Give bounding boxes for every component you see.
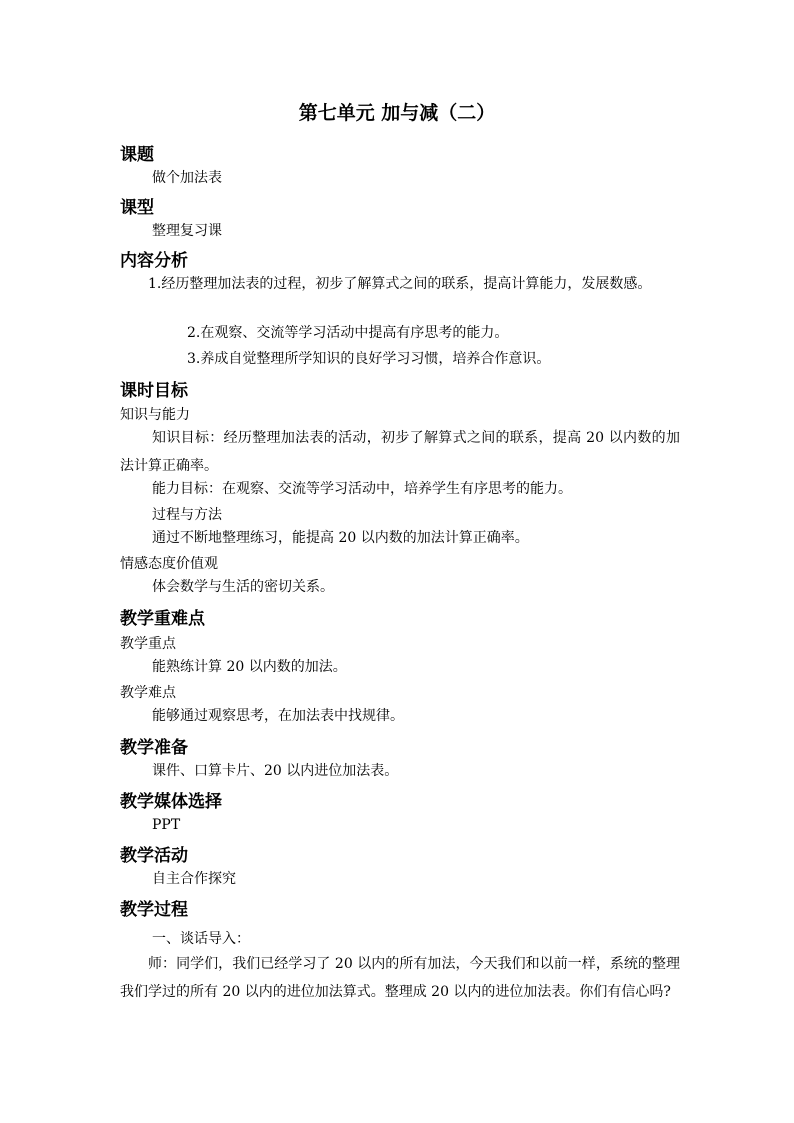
process-method-text: 通过不断地整理练习，能提高 20 以内数的加法计算正确率。	[152, 530, 529, 546]
prep-text: 课件、口算卡片、20 以内进位加法表。	[152, 763, 399, 779]
teacher-text: 师：同学们，我们已经学习了 20 以内的所有加法，今天我们和以前一样，系统的整理我们学过的所有 20 以内的进位加法算式。整理成 20 以内的进位加法表。你们有信心吗?	[120, 956, 680, 1000]
focus-text: 能熟练计算 20 以内数的加法。	[152, 659, 347, 675]
heading-activity: 教学活动	[120, 846, 188, 866]
type-text: 整理复习课	[152, 223, 222, 239]
emotion-text: 体会数学与生活的密切关系。	[152, 579, 334, 595]
topic-text: 做个加法表	[152, 170, 222, 186]
analysis-item-3: 3.养成自觉整理所学知识的良好学习习惯，培养合作意识。	[187, 351, 551, 367]
difficulty-heading: 教学难点	[120, 685, 176, 701]
ability-goal: 能力目标：在观察、交流等学习活动中，培养学生有序思考的能力。	[152, 481, 572, 497]
heading-type: 课型	[120, 198, 154, 218]
knowledge-goal: 知识目标：经历整理加法表的活动，初步了解算式之间的联系，提高 20 以内数的加法计算正确率。	[120, 430, 680, 474]
heading-process: 教学过程	[120, 900, 188, 920]
emotion-heading: 情感态度价值观	[120, 556, 218, 572]
page-title: 第七单元 加与减（二）	[298, 102, 496, 124]
difficulty-text: 能够通过观察思考，在加法表中找规律。	[152, 708, 404, 724]
heading-topic: 课题	[120, 145, 154, 165]
media-text: PPT	[152, 817, 181, 833]
knowledge-heading: 知识与能力	[120, 407, 190, 423]
focus-heading: 教学重点	[120, 636, 176, 652]
heading-analysis: 内容分析	[120, 251, 188, 271]
analysis-item-1: 1.经历整理加法表的过程，初步了解算式之间的联系，提高计算能力，发展数感。	[148, 276, 652, 292]
activity-text: 自主合作探究	[152, 871, 236, 887]
heading-keypoints: 教学重难点	[120, 609, 205, 629]
process-method-heading: 过程与方法	[152, 507, 222, 523]
heading-media: 教学媒体选择	[120, 792, 222, 812]
heading-goals: 课时目标	[120, 381, 188, 401]
heading-prep: 教学准备	[120, 738, 188, 758]
process-step-1: 一、谈话导入：	[152, 931, 250, 947]
analysis-item-2: 2.在观察、交流等学习活动中提高有序思考的能力。	[187, 325, 509, 341]
